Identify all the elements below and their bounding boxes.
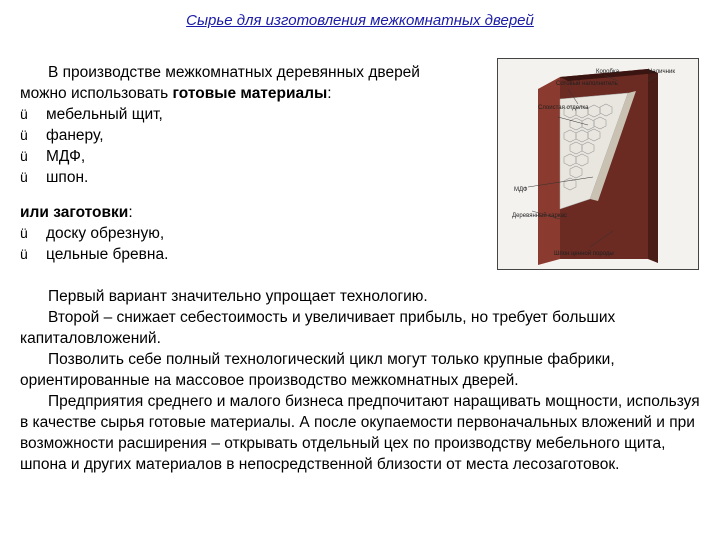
label-veneer: Шпон ценной породы xyxy=(554,251,614,257)
list-item xyxy=(20,244,490,265)
list-item-label: цельные бревна. xyxy=(46,246,169,263)
list-item xyxy=(20,104,490,125)
paragraph: Предприятия среднего и малого бизнеса предпочитают наращивать мощности, используя в качестве сырья готовые материалы. А после окупаемости первоначальных вложений и при возможности расширения – открывать отдельный цех по производству мебельного щита, шпона и других материалов в непосредственной близости от места лесозаготовок. xyxy=(20,393,700,473)
list-item-label: фанеру, xyxy=(46,127,104,144)
checkmark-icon: ü xyxy=(20,246,28,262)
checkmark-icon: ü xyxy=(20,169,28,185)
paragraph: Первый вариант значительно упрощает технологию. xyxy=(48,288,428,305)
intro-block xyxy=(20,62,490,265)
intro-line-2 xyxy=(20,83,490,104)
list-item xyxy=(20,223,490,244)
list-item xyxy=(20,167,490,188)
label-layer: Слоистая отделка xyxy=(538,105,589,111)
intro-line-1: В производстве межкомнатных деревянных дверей xyxy=(48,64,420,81)
blanks-heading xyxy=(20,202,490,223)
checkmark-icon: ü xyxy=(20,148,28,164)
door-edge xyxy=(648,69,658,263)
blanks-list xyxy=(20,223,490,265)
list-item-label: доску обрезную, xyxy=(46,225,165,242)
list-item xyxy=(20,146,490,167)
list-item-label: шпон. xyxy=(46,169,89,186)
paragraph: Второй – снижает себестоимость и увеличивает прибыль, но требует больших капиталовложений. xyxy=(20,309,616,347)
label-filling: Сотовый наполнитель xyxy=(556,81,618,87)
page-title: Сырье для изготовления межкомнатных дверей xyxy=(186,12,534,29)
label-mdf: МДФ xyxy=(514,187,528,193)
blanks-suffix: : xyxy=(128,204,133,221)
blanks-term: или заготовки xyxy=(20,204,129,221)
list-item xyxy=(20,125,490,146)
paragraph: Позволить себе полный технологический цикл могут только крупные фабрики, ориентированные на массовое производство межкомнатных дверей. xyxy=(20,351,615,389)
checkmark-icon: ü xyxy=(20,127,28,143)
intro-line-2-suffix: : xyxy=(327,85,332,102)
body-text xyxy=(20,286,710,475)
checkmark-icon: ü xyxy=(20,225,28,241)
list-item-label: мебельный щит, xyxy=(46,106,163,123)
list-item-label: МДФ, xyxy=(46,148,86,165)
label-platband: Наличник xyxy=(648,69,675,75)
checkmark-icon: ü xyxy=(20,106,28,122)
label-box: Коробка xyxy=(596,69,620,75)
door-structure-figure xyxy=(497,58,699,270)
label-frame: Деревянный каркас xyxy=(512,213,567,219)
intro-line-2-prefix: можно использовать xyxy=(20,85,173,102)
door-cutaway-illustration xyxy=(498,59,698,269)
ready-materials-list xyxy=(20,104,490,188)
ready-materials-term: готовые материалы xyxy=(172,85,328,102)
